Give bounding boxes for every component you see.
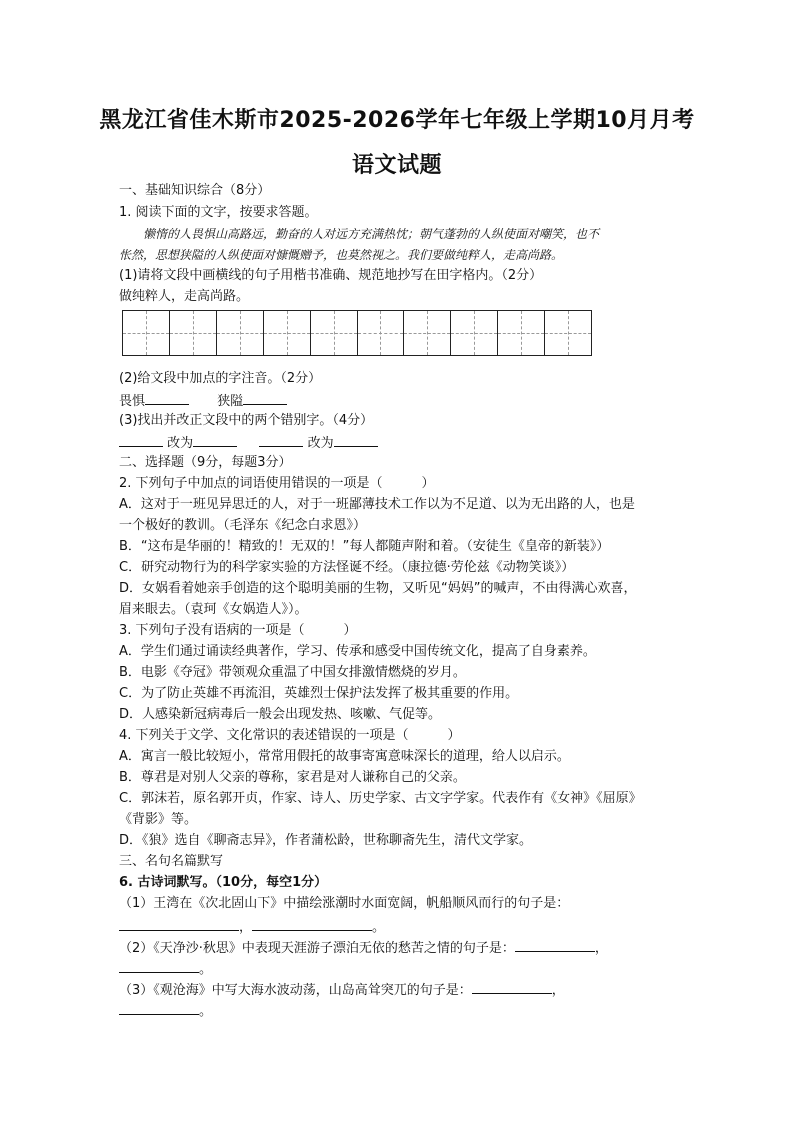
section-1-heading: 一、基础知识综合（8分） bbox=[119, 183, 271, 198]
grid-cell[interactable] bbox=[311, 311, 358, 355]
q6-3-prompt bbox=[119, 979, 679, 1001]
period: 。 bbox=[199, 1004, 213, 1019]
exam-title: 黑龙江省佳木斯市2025-2026学年七年级上学期10月月考 bbox=[99, 108, 695, 133]
correction-row bbox=[119, 432, 679, 454]
grid-cell[interactable] bbox=[545, 311, 591, 355]
word-weiju: 畏惧 bbox=[119, 394, 146, 409]
answer-blank[interactable] bbox=[472, 979, 552, 994]
q6-2-prompt bbox=[119, 937, 679, 959]
grid-cell[interactable] bbox=[404, 311, 451, 355]
comma: ， bbox=[594, 941, 608, 956]
question-4: 4. 下列关于文学、文化常识的表述错误的一项是（ ） bbox=[119, 728, 461, 743]
q2-option-a-line2: 一个极好的教训。（毛泽东《纪念白求恩》） bbox=[119, 518, 367, 533]
q4-option-c-line1: C．郭沫若，原名郭开贞，作家、诗人、历史学家、古文字学家。代表作有《女神》《屈原》 bbox=[119, 791, 642, 806]
answer-blank[interactable] bbox=[119, 916, 239, 931]
change-to-label: 改为 bbox=[167, 436, 194, 451]
q2-option-b: B．“这布是华丽的！精致的！无双的！”每人都随声附和着。（安徒生《皇帝的新装》） bbox=[119, 539, 610, 554]
question-1-1: (1)请将文段中画横线的句子用楷书准确、规范地抄写在田字格内。（2分） bbox=[119, 268, 543, 283]
q3-option-c: C．为了防止英雄不再流泪，英雄烈士保护法发挥了极其重要的作用。 bbox=[119, 686, 519, 701]
question-2: 2. 下列句子中加点的词语使用错误的一项是（ ） bbox=[119, 476, 435, 491]
period: 。 bbox=[372, 920, 386, 935]
change-to-label: 改为 bbox=[307, 436, 334, 451]
reading-passage bbox=[119, 224, 679, 266]
answer-blank[interactable] bbox=[515, 937, 595, 952]
question-1-intro: 1. 阅读下面的文字，按要求答题。 bbox=[119, 205, 318, 220]
exam-subtitle: 语文试题 bbox=[351, 153, 442, 178]
grid-cell[interactable] bbox=[123, 311, 170, 355]
pinyin-row bbox=[119, 390, 679, 412]
q3-option-b: B．电影《夺冠》带领观众重温了中国女排激情燃烧的岁月。 bbox=[119, 665, 466, 680]
q4-option-d: D．《狼》选自《聊斋志异》，作者蒲松龄，世称聊斋先生，清代文学家。 bbox=[119, 833, 533, 848]
q2-option-a-line1: A．这对于一班见异思迁的人，对于一班鄙薄技术工作以为不足道、以为无出路的人，也是 bbox=[119, 497, 635, 512]
word-xiaai: 狭隘 bbox=[217, 394, 244, 409]
passage-line-1: 懒惰的人畏惧山高路远，勤奋的人对远方充满热忱；朝气蓬勃的人纵使面对嘲笑，也不 bbox=[143, 227, 600, 241]
q4-option-c-line2: 《背影》等。 bbox=[119, 812, 198, 827]
question-1-2: (2)给文段中加点的字注音。（2分） bbox=[119, 371, 322, 386]
q6-2-answers bbox=[119, 958, 679, 980]
answer-blank[interactable] bbox=[252, 916, 372, 931]
question-6: 6. 古诗词默写。（10分，每空1分） bbox=[119, 875, 328, 890]
section-3-heading: 三、名句名篇默写 bbox=[119, 854, 224, 869]
answer-blank[interactable] bbox=[193, 432, 237, 447]
grid-cell[interactable] bbox=[217, 311, 264, 355]
q2-option-d-line2: 眉来眼去。（袁珂《女娲造人》）。 bbox=[119, 602, 308, 617]
grid-cell[interactable] bbox=[170, 311, 217, 355]
q6-3-text: （3）《观沧海》中写大海水波动荡，山岛高耸突兀的句子是： bbox=[119, 983, 472, 998]
q6-2-text: （2）《天净沙·秋思》中表现天涯游子漂泊无依的愁苦之情的句子是： bbox=[119, 941, 515, 956]
question-3: 3. 下列句子没有语病的一项是（ ） bbox=[119, 623, 357, 638]
grid-cell[interactable] bbox=[358, 311, 405, 355]
period: 。 bbox=[199, 962, 213, 977]
grid-cell[interactable] bbox=[498, 311, 545, 355]
q6-3-answers bbox=[119, 1000, 679, 1022]
q4-option-a: A．寓言一般比较短小，常常用假托的故事寄寓意味深长的道理，给人以启示。 bbox=[119, 749, 570, 764]
question-1-3: (3)找出并改正文段中的两个错别字。（4分） bbox=[119, 413, 374, 428]
answer-blank[interactable] bbox=[334, 432, 378, 447]
q4-option-b: B．尊君是对别人父亲的尊称，家君是对人谦称自己的父亲。 bbox=[119, 770, 466, 785]
q2-option-d-line1: D．女娲看着她亲手创造的这个聪明美丽的生物，又听见“妈妈”的喊声，不由得满心欢喜， bbox=[119, 581, 637, 596]
answer-blank[interactable] bbox=[119, 432, 163, 447]
answer-blank[interactable] bbox=[119, 958, 199, 973]
q6-1-prompt: （1）王湾在《次北固山下》中描绘涨潮时水面宽阔，帆船顺风而行的句子是： bbox=[119, 896, 570, 911]
q3-option-a: A．学生们通过诵读经典著作，学习、传承和感受中国传统文化，提高了自身素养。 bbox=[119, 644, 596, 659]
section-2-heading: 二、选择题（9分，每题3分） bbox=[119, 455, 292, 470]
tianzige-grid[interactable] bbox=[122, 310, 592, 356]
answer-blank[interactable] bbox=[259, 432, 303, 447]
grid-cell[interactable] bbox=[451, 311, 498, 355]
copy-sentence: 做纯粹人，走高尚路。 bbox=[119, 289, 250, 304]
answer-blank[interactable] bbox=[145, 390, 189, 405]
comma: ， bbox=[551, 983, 565, 998]
grid-cell[interactable] bbox=[264, 311, 311, 355]
q3-option-d: D．人感染新冠病毒后一般会出现发热、咳嗽、气促等。 bbox=[119, 707, 442, 722]
passage-line-2: 怅然，思想狭隘的人纵使面对慷慨赠予，也莫然视之。我们要做纯粹人，走高尚路。 bbox=[119, 248, 564, 262]
q2-option-c: C．研究动物行为的科学家实验的方法怪诞不经。（康拉德·劳伦兹《动物笑谈》） bbox=[119, 560, 575, 575]
q6-1-answers bbox=[119, 916, 679, 938]
answer-blank[interactable] bbox=[119, 1000, 199, 1015]
answer-blank[interactable] bbox=[243, 390, 287, 405]
comma: ， bbox=[239, 920, 253, 935]
